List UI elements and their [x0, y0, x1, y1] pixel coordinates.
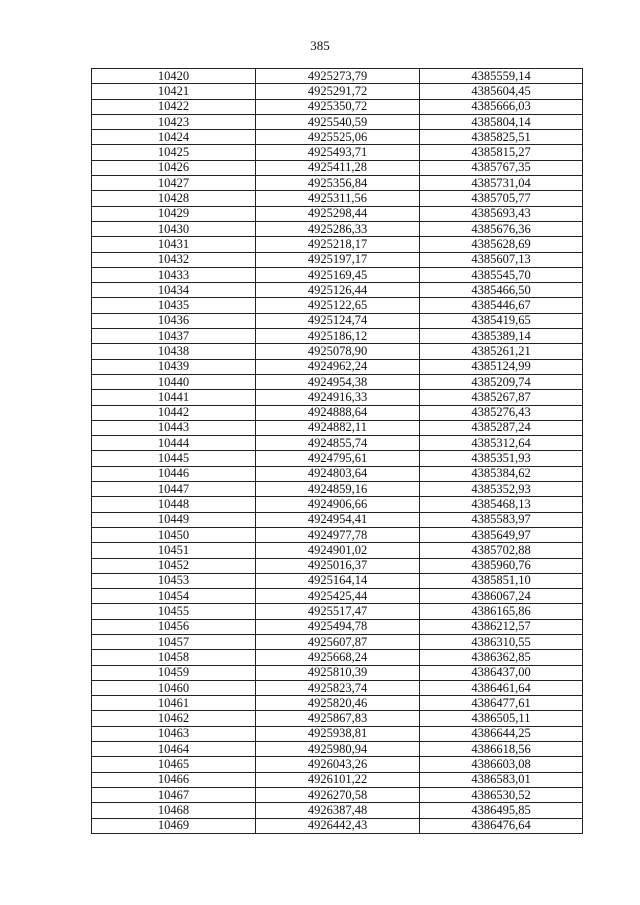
table-row: [92, 589, 583, 604]
point-number-cell: 10465: [92, 757, 256, 772]
point-number-cell: 10446: [92, 466, 256, 481]
table-row: [92, 329, 583, 344]
point-number-cell: 10443: [92, 420, 256, 435]
table-row: [92, 558, 583, 573]
y-coordinate-cell: 4386644,25: [420, 726, 583, 741]
point-number-cell: 10426: [92, 160, 256, 175]
table-row: [92, 344, 583, 359]
table-row: [92, 466, 583, 481]
point-number-cell: 10444: [92, 436, 256, 451]
x-coordinate-cell: 4924803,64: [256, 466, 420, 481]
point-number-cell: 10432: [92, 252, 256, 267]
point-number-cell: 10448: [92, 497, 256, 512]
y-coordinate-cell: 4386495,85: [420, 803, 583, 818]
y-coordinate-cell: 4386505,11: [420, 711, 583, 726]
y-coordinate-cell: 4385312,64: [420, 436, 583, 451]
x-coordinate-cell: 4925867,83: [256, 711, 420, 726]
coordinates-table-body: [92, 69, 583, 834]
y-coordinate-cell: 4386461,64: [420, 680, 583, 695]
y-coordinate-cell: 4385960,76: [420, 558, 583, 573]
table-row: [92, 818, 583, 833]
x-coordinate-cell: 4924901,02: [256, 543, 420, 558]
point-number-cell: 10463: [92, 726, 256, 741]
y-coordinate-cell: 4385287,24: [420, 420, 583, 435]
y-coordinate-cell: 4385815,27: [420, 145, 583, 160]
y-coordinate-cell: 4385705,77: [420, 191, 583, 206]
x-coordinate-cell: 4925810,39: [256, 665, 420, 680]
table-row: [92, 573, 583, 588]
x-coordinate-cell: 4925525,06: [256, 130, 420, 145]
table-row: [92, 252, 583, 267]
x-coordinate-cell: 4925078,90: [256, 344, 420, 359]
x-coordinate-cell: 4925350,72: [256, 99, 420, 114]
x-coordinate-cell: 4924954,38: [256, 374, 420, 389]
y-coordinate-cell: 4385825,51: [420, 130, 583, 145]
x-coordinate-cell: 4925411,28: [256, 160, 420, 175]
y-coordinate-cell: 4385276,43: [420, 405, 583, 420]
y-coordinate-cell: 4385267,87: [420, 390, 583, 405]
y-coordinate-cell: 4385628,69: [420, 237, 583, 252]
x-coordinate-cell: 4925311,56: [256, 191, 420, 206]
point-number-cell: 10460: [92, 680, 256, 695]
table-row: [92, 696, 583, 711]
y-coordinate-cell: 4385804,14: [420, 114, 583, 129]
x-coordinate-cell: 4926101,22: [256, 772, 420, 787]
point-number-cell: 10455: [92, 604, 256, 619]
point-number-cell: 10423: [92, 114, 256, 129]
x-coordinate-cell: 4926442,43: [256, 818, 420, 833]
point-number-cell: 10431: [92, 237, 256, 252]
table-row: [92, 283, 583, 298]
y-coordinate-cell: 4386583,01: [420, 772, 583, 787]
point-number-cell: 10469: [92, 818, 256, 833]
table-row: [92, 665, 583, 680]
point-number-cell: 10441: [92, 390, 256, 405]
y-coordinate-cell: 4385389,14: [420, 329, 583, 344]
x-coordinate-cell: 4925494,78: [256, 619, 420, 634]
y-coordinate-cell: 4385693,43: [420, 206, 583, 221]
y-coordinate-cell: 4385649,97: [420, 527, 583, 542]
table-row: [92, 482, 583, 497]
table-row: [92, 619, 583, 634]
point-number-cell: 10422: [92, 99, 256, 114]
x-coordinate-cell: 4925425,44: [256, 589, 420, 604]
point-number-cell: 10424: [92, 130, 256, 145]
y-coordinate-cell: 4385851,10: [420, 573, 583, 588]
table-row: [92, 390, 583, 405]
point-number-cell: 10429: [92, 206, 256, 221]
y-coordinate-cell: 4385545,70: [420, 267, 583, 282]
y-coordinate-cell: 4385446,67: [420, 298, 583, 313]
x-coordinate-cell: 4925122,65: [256, 298, 420, 313]
point-number-cell: 10425: [92, 145, 256, 160]
x-coordinate-cell: 4925938,81: [256, 726, 420, 741]
point-number-cell: 10450: [92, 527, 256, 542]
x-coordinate-cell: 4925823,74: [256, 680, 420, 695]
point-number-cell: 10466: [92, 772, 256, 787]
point-number-cell: 10445: [92, 451, 256, 466]
point-number-cell: 10454: [92, 589, 256, 604]
table-row: [92, 711, 583, 726]
y-coordinate-cell: 4385261,21: [420, 344, 583, 359]
x-coordinate-cell: 4924882,11: [256, 420, 420, 435]
x-coordinate-cell: 4926387,48: [256, 803, 420, 818]
y-coordinate-cell: 4386310,55: [420, 634, 583, 649]
x-coordinate-cell: 4925186,12: [256, 329, 420, 344]
table-row: [92, 451, 583, 466]
y-coordinate-cell: 4385209,74: [420, 374, 583, 389]
table-row: [92, 497, 583, 512]
page-number: 385: [310, 38, 330, 53]
x-coordinate-cell: 4925291,72: [256, 84, 420, 99]
point-number-cell: 10468: [92, 803, 256, 818]
point-number-cell: 10430: [92, 221, 256, 236]
y-coordinate-cell: 4386603,08: [420, 757, 583, 772]
x-coordinate-cell: 4926270,58: [256, 787, 420, 802]
table-row: [92, 267, 583, 282]
table-row: [92, 221, 583, 236]
x-coordinate-cell: 4925124,74: [256, 313, 420, 328]
point-number-cell: 10437: [92, 329, 256, 344]
point-number-cell: 10433: [92, 267, 256, 282]
table-row: [92, 772, 583, 787]
point-number-cell: 10434: [92, 283, 256, 298]
y-coordinate-cell: 4386437,00: [420, 665, 583, 680]
point-number-cell: 10462: [92, 711, 256, 726]
table-row: [92, 420, 583, 435]
y-coordinate-cell: 4386530,52: [420, 787, 583, 802]
table-row: [92, 634, 583, 649]
x-coordinate-cell: 4924962,24: [256, 359, 420, 374]
x-coordinate-cell: 4925273,79: [256, 69, 420, 84]
point-number-cell: 10456: [92, 619, 256, 634]
table-row: [92, 145, 583, 160]
x-coordinate-cell: 4925517,47: [256, 604, 420, 619]
point-number-cell: 10464: [92, 742, 256, 757]
point-number-cell: 10442: [92, 405, 256, 420]
table-row: [92, 757, 583, 772]
y-coordinate-cell: 4385124,99: [420, 359, 583, 374]
x-coordinate-cell: 4925540,59: [256, 114, 420, 129]
x-coordinate-cell: 4924954,41: [256, 512, 420, 527]
point-number-cell: 10447: [92, 482, 256, 497]
y-coordinate-cell: 4385559,14: [420, 69, 583, 84]
point-number-cell: 10440: [92, 374, 256, 389]
x-coordinate-cell: 4925197,17: [256, 252, 420, 267]
table-row: [92, 405, 583, 420]
point-number-cell: 10427: [92, 176, 256, 191]
y-coordinate-cell: 4386476,64: [420, 818, 583, 833]
table-row: [92, 726, 583, 741]
y-coordinate-cell: 4385351,93: [420, 451, 583, 466]
y-coordinate-cell: 4385604,45: [420, 84, 583, 99]
y-coordinate-cell: 4386067,24: [420, 589, 583, 604]
table-row: [92, 99, 583, 114]
point-number-cell: 10420: [92, 69, 256, 84]
point-number-cell: 10461: [92, 696, 256, 711]
table-row: [92, 680, 583, 695]
point-number-cell: 10467: [92, 787, 256, 802]
point-number-cell: 10452: [92, 558, 256, 573]
y-coordinate-cell: 4385666,03: [420, 99, 583, 114]
table-row: [92, 374, 583, 389]
point-number-cell: 10435: [92, 298, 256, 313]
y-coordinate-cell: 4385384,62: [420, 466, 583, 481]
x-coordinate-cell: 4925980,94: [256, 742, 420, 757]
x-coordinate-cell: 4925668,24: [256, 650, 420, 665]
x-coordinate-cell: 4924859,16: [256, 482, 420, 497]
point-number-cell: 10438: [92, 344, 256, 359]
y-coordinate-cell: 4385466,50: [420, 283, 583, 298]
table-row: [92, 191, 583, 206]
table-row: [92, 84, 583, 99]
table-row: [92, 527, 583, 542]
x-coordinate-cell: 4925298,44: [256, 206, 420, 221]
y-coordinate-cell: 4386362,85: [420, 650, 583, 665]
point-number-cell: 10436: [92, 313, 256, 328]
x-coordinate-cell: 4925820,46: [256, 696, 420, 711]
x-coordinate-cell: 4925493,71: [256, 145, 420, 160]
table-row: [92, 650, 583, 665]
x-coordinate-cell: 4924888,64: [256, 405, 420, 420]
table-row: [92, 787, 583, 802]
y-coordinate-cell: 4385607,13: [420, 252, 583, 267]
table-row: [92, 742, 583, 757]
x-coordinate-cell: 4925016,37: [256, 558, 420, 573]
x-coordinate-cell: 4925218,17: [256, 237, 420, 252]
x-coordinate-cell: 4925169,45: [256, 267, 420, 282]
x-coordinate-cell: 4924916,33: [256, 390, 420, 405]
x-coordinate-cell: 4924855,74: [256, 436, 420, 451]
point-number-cell: 10459: [92, 665, 256, 680]
x-coordinate-cell: 4925164,14: [256, 573, 420, 588]
table-row: [92, 313, 583, 328]
table-row: [92, 176, 583, 191]
table-row: [92, 69, 583, 84]
point-number-cell: 10451: [92, 543, 256, 558]
table-row: [92, 604, 583, 619]
table-row: [92, 803, 583, 818]
y-coordinate-cell: 4385767,35: [420, 160, 583, 175]
x-coordinate-cell: 4925607,87: [256, 634, 420, 649]
x-coordinate-cell: 4925286,33: [256, 221, 420, 236]
table-row: [92, 512, 583, 527]
table-row: [92, 114, 583, 129]
x-coordinate-cell: 4925356,84: [256, 176, 420, 191]
y-coordinate-cell: 4385419,65: [420, 313, 583, 328]
point-number-cell: 10458: [92, 650, 256, 665]
x-coordinate-cell: 4924977,78: [256, 527, 420, 542]
x-coordinate-cell: 4926043,26: [256, 757, 420, 772]
x-coordinate-cell: 4924795,61: [256, 451, 420, 466]
table-row: [92, 543, 583, 558]
table-row: [92, 237, 583, 252]
table-row: [92, 206, 583, 221]
y-coordinate-cell: 4386477,61: [420, 696, 583, 711]
point-number-cell: 10457: [92, 634, 256, 649]
y-coordinate-cell: 4386165,86: [420, 604, 583, 619]
y-coordinate-cell: 4386212,57: [420, 619, 583, 634]
point-number-cell: 10428: [92, 191, 256, 206]
coordinates-table: [91, 68, 583, 834]
point-number-cell: 10453: [92, 573, 256, 588]
point-number-cell: 10421: [92, 84, 256, 99]
table-row: [92, 298, 583, 313]
point-number-cell: 10439: [92, 359, 256, 374]
y-coordinate-cell: 4385468,13: [420, 497, 583, 512]
y-coordinate-cell: 4385702,88: [420, 543, 583, 558]
table-row: [92, 130, 583, 145]
table-row: [92, 359, 583, 374]
y-coordinate-cell: 4385352,93: [420, 482, 583, 497]
table-row: [92, 436, 583, 451]
y-coordinate-cell: 4385583,97: [420, 512, 583, 527]
y-coordinate-cell: 4385731,04: [420, 176, 583, 191]
y-coordinate-cell: 4385676,36: [420, 221, 583, 236]
y-coordinate-cell: 4386618,56: [420, 742, 583, 757]
point-number-cell: 10449: [92, 512, 256, 527]
table-row: [92, 160, 583, 175]
x-coordinate-cell: 4924906,66: [256, 497, 420, 512]
x-coordinate-cell: 4925126,44: [256, 283, 420, 298]
